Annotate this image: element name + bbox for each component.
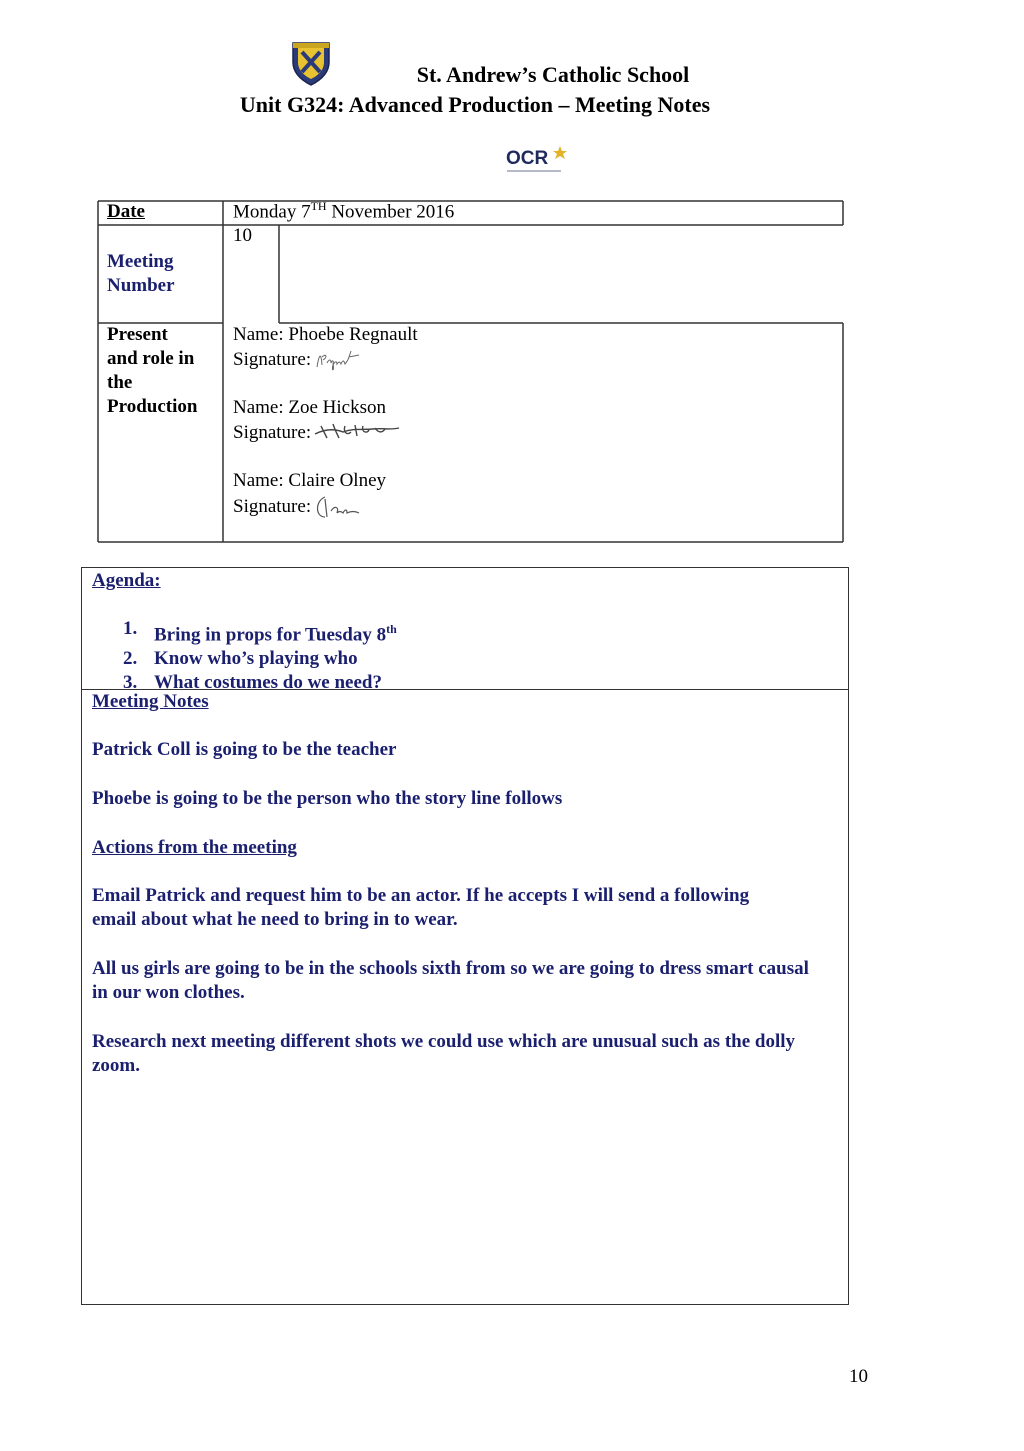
svg-text:OCR: OCR <box>506 148 549 169</box>
agenda-item: 1. Bring in props for Tuesday 8th <box>123 618 397 646</box>
page-number: 10 <box>849 1366 868 1387</box>
member-name: Name: Claire Olney <box>233 470 387 491</box>
action-item: Email Patrick and request him to be an actor. If he accepts I will send a following email about what he need to bring in to wear. <box>92 885 750 930</box>
agenda-item: 3. What costumes do we need? <box>123 672 382 694</box>
member-name: Name: Zoe Hickson <box>233 397 387 418</box>
meeting-number-label: Meeting Number <box>107 251 175 296</box>
note-line: Patrick Coll is going to be the teacher <box>92 739 397 760</box>
agenda-notes-box <box>81 567 849 1305</box>
member-name: Name: Phoebe Regnault <box>233 324 418 345</box>
present-label: Present and role in the Production <box>107 324 198 417</box>
agenda-item: 2. Know who’s playing who <box>123 648 358 670</box>
member-2 <box>233 396 403 446</box>
action-item: All us girls are going to be in the schools sixth from so we are going to dress smart causal in our won clothes. <box>92 958 809 1003</box>
member-1 <box>233 323 418 373</box>
action-item: Research next meeting different shots we could use which are unusual such as the dolly zoom. <box>92 1031 796 1076</box>
signature-label: Signature: <box>233 496 312 517</box>
member-3 <box>233 469 386 521</box>
ocr-logo-icon <box>505 144 571 176</box>
date-label: Date <box>107 201 145 222</box>
school-title: St. Andrew’s Catholic School <box>416 62 690 87</box>
agenda-list <box>92 617 397 695</box>
actions-title: Actions from the meeting <box>92 837 297 858</box>
document-title: Unit G324: Advanced Production – Meeting Notes <box>239 92 711 117</box>
info-table-grid <box>97 200 844 543</box>
signature-image <box>313 493 363 521</box>
agenda-title: Agenda: <box>92 570 161 591</box>
meeting-number-value: 10 <box>233 225 252 246</box>
signature-image <box>313 420 403 446</box>
signature-image <box>313 347 379 373</box>
meeting-notes-title: Meeting Notes <box>92 691 209 712</box>
signature-label: Signature: <box>233 422 312 443</box>
note-line: Phoebe is going to be the person who the story line follows <box>92 788 563 809</box>
signature-label: Signature: <box>233 349 312 370</box>
date-value: Monday 7TH November 2016 <box>233 199 455 223</box>
